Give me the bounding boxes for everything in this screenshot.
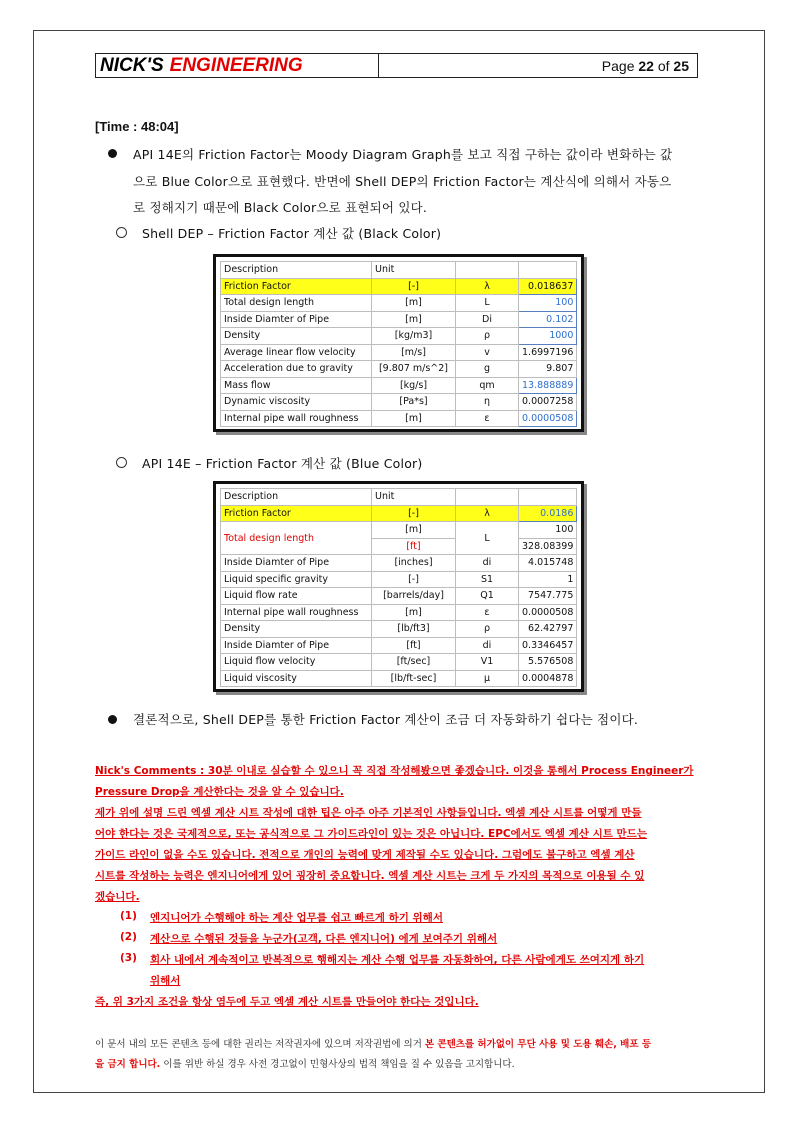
table-row-symbol: S1 [456, 571, 519, 588]
page-total: 25 [673, 58, 689, 74]
table-row-desc: Total design length [221, 522, 372, 555]
table-row-symbol: V1 [456, 654, 519, 671]
table-row-value: 13.888889 [519, 377, 577, 394]
page-indicator [379, 54, 697, 77]
brand-logo [96, 54, 379, 77]
table-row-desc: Friction Factor [221, 505, 372, 522]
list-number: (3) [120, 952, 137, 964]
table-row-unit: [lb/ft-sec] [372, 670, 456, 687]
table-row-value: 0.0000508 [519, 410, 577, 427]
table-row-unit: [m] [372, 311, 456, 328]
table-row-value: 1.6997196 [519, 344, 577, 361]
page-label: Page [601, 58, 635, 74]
section1-title: Shell DEP – Friction Factor 계산 값 (Black Color) [142, 226, 442, 241]
comment-list-item: 위해서 [150, 975, 181, 987]
table-row-unit: [m] [372, 295, 456, 312]
table-row-value: 0.0004878 [519, 670, 577, 687]
comment-line: Nick's Comments : 30분 이내로 실습할 수 있으니 꼭 직접 작성해봤으면 좋겠습니다. 이것을 통해서 Process Engineer가 [95, 765, 694, 777]
table-row-value: 100 [519, 522, 577, 539]
table-row-symbol: λ [456, 505, 519, 522]
bullet-dot-icon [108, 149, 117, 158]
table-row-value: 1 [519, 571, 577, 588]
footer-text: 이 문서 내의 모든 콘텐츠 등에 대한 권리는 저작권자에 있으며 저작권법에 의거 [95, 1039, 425, 1050]
page-current: 22 [638, 58, 654, 74]
bullet1-line2: 으로 Blue Color으로 표현했다. 반면에 Shell DEP의 Friction Factor는 계산식에 의해서 자동으 [133, 174, 672, 189]
brand-name-part1: NICK'S [100, 55, 164, 76]
table-header-description: Description [221, 489, 372, 506]
table-header-unit: Unit [372, 489, 456, 506]
comment-list-item: 엔지니어가 수행해야 하는 계산 업무를 쉽고 빠르게 하기 위해서 [150, 912, 443, 924]
table-row-unit: [kg/m3] [372, 328, 456, 345]
table-row-value: 4.015748 [519, 555, 577, 572]
circle-bullet-icon [116, 457, 127, 468]
api-14e-table [213, 481, 584, 692]
table-row-symbol: v [456, 344, 519, 361]
table-row-desc: Inside Diamter of Pipe [221, 637, 372, 654]
table-row-desc: Liquid flow rate [221, 588, 372, 605]
list-number: (2) [120, 931, 137, 943]
table-row-value: 0.0000508 [519, 604, 577, 621]
shell-dep-table [213, 254, 584, 432]
table-row-desc: Internal pipe wall roughness [221, 410, 372, 427]
table-row-value: 7547.775 [519, 588, 577, 605]
table-row-unit: [inches] [372, 555, 456, 572]
time-stamp: [Time : 48:04] [95, 119, 179, 134]
table-row-desc: Total design length [221, 295, 372, 312]
bullet1-line1: API 14E의 Friction Factor는 Moody Diagram Graph를 보고 직접 구하는 값이라 변화하는 값 [133, 147, 673, 162]
table-row-symbol: η [456, 394, 519, 411]
table-row-symbol: g [456, 361, 519, 378]
comment-line: 겠습니다. [95, 891, 140, 903]
table-row-desc: Acceleration due to gravity [221, 361, 372, 378]
table-row-symbol: di [456, 555, 519, 572]
table-row-unit: [ft/sec] [372, 654, 456, 671]
table-row-unit: [-] [372, 278, 456, 295]
table-row-symbol: L [456, 295, 519, 312]
comment-line: 가이드 라인이 없을 수도 있습니다. 전적으로 개인의 능력에 맞게 제작될 수도 있습니다. 그럼에도 불구하고 엑셀 계산 [95, 849, 635, 861]
table-row-symbol: ρ [456, 621, 519, 638]
table-row-value: 0.102 [519, 311, 577, 328]
table-row-unit: [barrels/day] [372, 588, 456, 605]
table-row-value: 62.42797 [519, 621, 577, 638]
table-row-unit: [-] [372, 505, 456, 522]
comment-line: 시트를 작성하는 능력은 엔지니어에게 있어 굉장히 중요합니다. 엑셀 계산 시트는 크게 두 가지의 목적으로 이용될 수 있 [95, 870, 645, 882]
table-row-unit: [ft] [372, 538, 456, 555]
table-row-symbol: Di [456, 311, 519, 328]
table-row-desc: Inside Diamter of Pipe [221, 555, 372, 572]
table-row-value: 0.018637 [519, 278, 577, 295]
table-row-desc: Friction Factor [221, 278, 372, 295]
document-header [95, 53, 698, 78]
table-row-unit: [kg/s] [372, 377, 456, 394]
table-row-desc: Liquid viscosity [221, 670, 372, 687]
bullet2-text: 결론적으로, Shell DEP를 통한 Friction Factor 계산이 조금 더 자동화하기 쉽다는 점이다. [133, 712, 639, 727]
table-row-value: 328.08399 [519, 538, 577, 555]
circle-bullet-icon [116, 227, 127, 238]
table-row-unit: [ft] [372, 637, 456, 654]
table-row-unit: [9.807 m/s^2] [372, 361, 456, 378]
table-row-symbol: di [456, 637, 519, 654]
table-row-value: 1000 [519, 328, 577, 345]
comment-line: 제가 위에 설명 드린 엑셀 계산 시트 작성에 대한 팁은 아주 아주 기본적인 사항들입니다. 엑셀 계산 시트를 어떻게 만들 [95, 807, 642, 819]
table-row-value: 100 [519, 295, 577, 312]
table-header-description: Description [221, 262, 372, 279]
footer-warning: 본 콘텐츠를 허가없이 무단 사용 및 도용 훼손, 배포 등 [424, 1039, 651, 1050]
comment-line: 어야 한다는 것은 국제적으로, 또는 공식적으로 그 가이드라인이 있는 것은 아닙니다. EPC에서도 엑셀 계산 시트 만드는 [95, 828, 647, 840]
table-row-symbol: L [456, 522, 519, 555]
table-row-value: 0.3346457 [519, 637, 577, 654]
table-row-unit: [m] [372, 604, 456, 621]
table-row-unit: [Pa*s] [372, 394, 456, 411]
table-row-value: 0.0186 [519, 505, 577, 522]
table-row-value: 9.807 [519, 361, 577, 378]
comment-line: Pressure Drop을 계산한다는 것을 알 수 있습니다. [95, 786, 344, 798]
table-row-value: 5.576508 [519, 654, 577, 671]
table-row-symbol: λ [456, 278, 519, 295]
bullet1-line3: 로 정해지기 때문에 Black Color으로 표현되어 있다. [133, 200, 428, 215]
table-row-symbol: qm [456, 377, 519, 394]
table-row-symbol: μ [456, 670, 519, 687]
comment-list-item: 계산으로 수행된 것들을 누군가(고객, 다른 엔지니어) 에게 보여주기 위해서 [150, 933, 498, 945]
table-row-desc: Liquid flow velocity [221, 654, 372, 671]
table-row-value: 0.0007258 [519, 394, 577, 411]
section2-title: API 14E – Friction Factor 계산 값 (Blue Color) [142, 456, 423, 471]
table-row-symbol: Q1 [456, 588, 519, 605]
list-number: (1) [120, 910, 137, 922]
table-row-desc: Dynamic viscosity [221, 394, 372, 411]
bullet-dot-icon [108, 715, 117, 724]
table-row-symbol: ε [456, 604, 519, 621]
table-row-unit: [lb/ft3] [372, 621, 456, 638]
copyright-notice [95, 1036, 699, 1070]
table-row-symbol: ρ [456, 328, 519, 345]
footer-text: 이를 위반 하실 경우 사전 경고없이 민형사상의 법적 책임을 질 수 있음을 고지합니다. [160, 1059, 515, 1070]
table-row-unit: [m/s] [372, 344, 456, 361]
table-row-desc: Liquid specific gravity [221, 571, 372, 588]
table-row-desc: Density [221, 328, 372, 345]
table-row-unit: [m] [372, 410, 456, 427]
footer-warning: 을 금지 합니다. [95, 1059, 161, 1070]
comment-line: 즉, 위 3가지 조건을 항상 염두에 두고 엑셀 계산 시트를 만들어야 한다는 것입니다. [95, 996, 479, 1008]
table-row-desc: Internal pipe wall roughness [221, 604, 372, 621]
table-row-desc: Density [221, 621, 372, 638]
brand-name-part2: ENGINEERING [169, 55, 303, 76]
table-row-desc: Mass flow [221, 377, 372, 394]
table-row-unit: [-] [372, 571, 456, 588]
page-of: of [657, 58, 670, 74]
table-header-unit: Unit [372, 262, 456, 279]
table-row-symbol: ε [456, 410, 519, 427]
comment-list-item: 회사 내에서 계속적이고 반복적으로 행해지는 계산 수행 업무를 자동화하여, 다른 사람에게도 쓰여지게 하기 [150, 954, 645, 966]
table-row-desc: Average linear flow velocity [221, 344, 372, 361]
table-row-unit: [m] [372, 522, 456, 539]
table-row-desc: Inside Diamter of Pipe [221, 311, 372, 328]
